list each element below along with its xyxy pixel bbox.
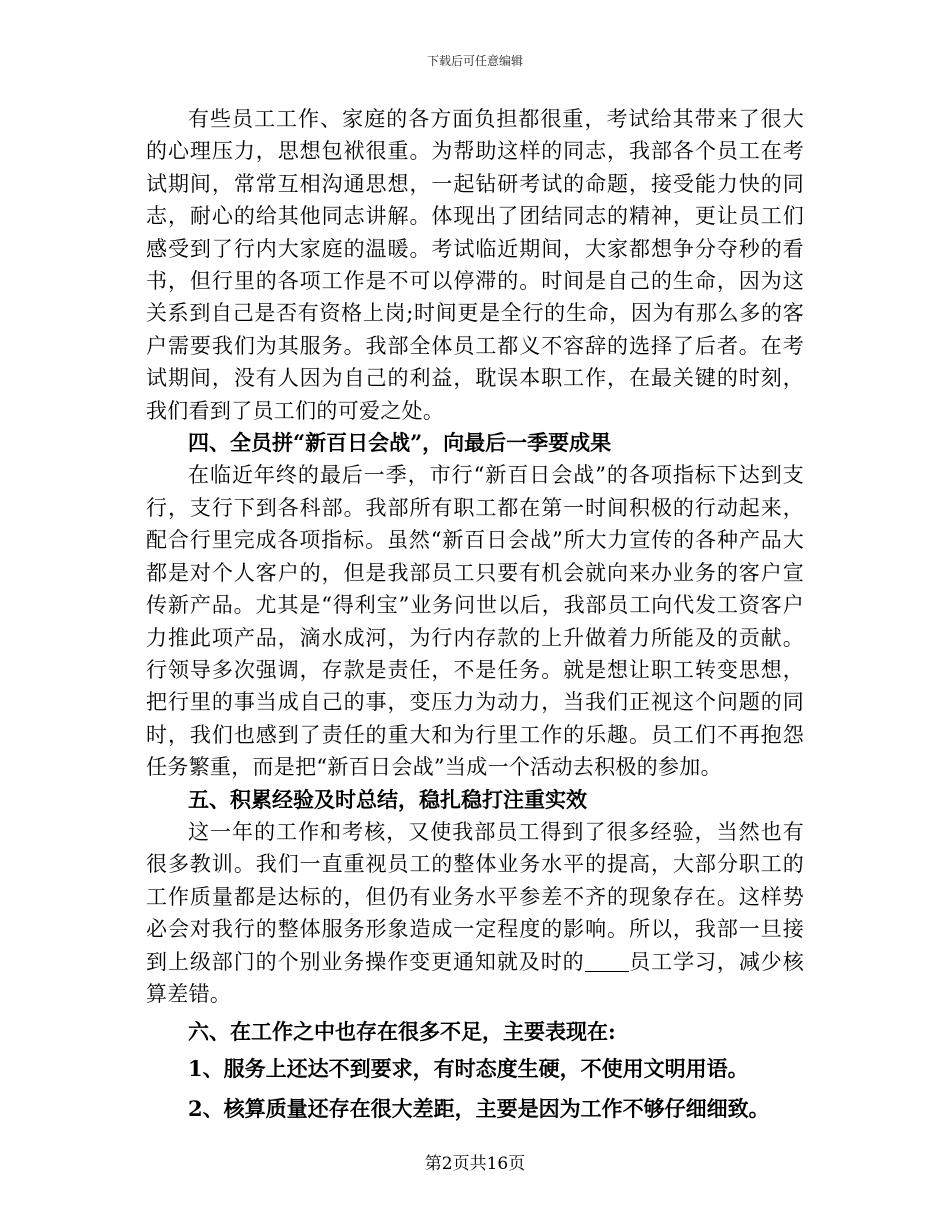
paragraph-experience-text-after: 员工学习，减少核算差错。 — [146, 949, 805, 1006]
paragraph-experience-summary — [146, 816, 804, 1010]
section-heading-5: 五、积累经验及时总结，稳扎稳打注重实效 — [188, 786, 587, 812]
shortcoming-item-2: 2、核算质量还存在很大差距，主要是因为工作不够仔细细致。 — [188, 1095, 770, 1121]
section-heading-6: 六、在工作之中也存在很多不足，主要表现在: — [188, 1019, 616, 1045]
shortcoming-item-1: 1、服务上还达不到要求，有时态度生硬，不使用文明用语。 — [188, 1055, 749, 1081]
page-number: 第2页共16页 — [424, 1154, 526, 1174]
paragraph-exam-support: 有些员工工作、家庭的各方面负担都很重，考试给其带来了很大的心理压力，思想包袱很重。为帮助这样的同志，我部各个员工在考试期间，常常互相沟通思想，一起钻研考试的命题，接受能力快的同志，耐心的给其他同志讲解。体现出了团结同志的精神，更让员工们感受到了行内大家庭的温暖。考试临近期间，大家都想争分夺秒的看书，但行里的各项工作是不可以停滞的。时间是自己的生命，因为这关系到自己是否有资格上岗;时间更是全行的生命，因为有那么多的客户需要我们为其服务。我部全体员工都义不容辞的选择了后者。在考试期间，没有人因为自己的利益，耽误本职工作，在最关键的时刻，我们看到了员工们的可爱之处。 — [146, 107, 804, 423]
section-heading-4: 四、全员拼“新百日会战”，向最后一季要成果 — [188, 430, 612, 456]
paragraph-hundred-day-campaign: 在临近年终的最后一季，市行“新百日会战”的各项指标下达到支行，支行下到各科部。我部所有职工都在第一时间积极的行动起来，配合行里完成各项指标。虽然“新百日会战”所大力宣传的各种产品大都是对个人客户的，但是我部员工只要有机会就向来办业务的客户宣传新产品。尤其是“得利宝”业务问世以后，我部员工向代发工资客户力推此项产品，滴水成河，为行内存款的上升做着力所能及的贡献。行领导多次强调，存款是责任，不是任务。就是想让职工转变思想，把行里的事当成自己的事，变压力为动力，当我们正视这个问题的同时，我们也感到了责任的重大和为行里工作的乐趣。员工们不再抱怨任务繁重，而是把“新百日会战”当成一个活动去积极的参加。 — [146, 463, 804, 780]
paragraph-experience-text-before: 这一年的工作和考核，又使我部员工得到了很多经验，当然也有很多教训。我们一直重视员工的整体业务水平的提高，大部分职工的工作质量都是达标的，但仍有业务水平参差不齐的现象存在。这样势必会对我行的整体服务形象造成一定程度的影响。所以，我部一旦接到上级部门的个别业务操作变更通知就及时的 — [146, 819, 804, 974]
document-body — [146, 103, 804, 1129]
fill-in-blank — [585, 950, 629, 972]
page-header-note: 下载后可任意编辑 — [426, 54, 523, 68]
